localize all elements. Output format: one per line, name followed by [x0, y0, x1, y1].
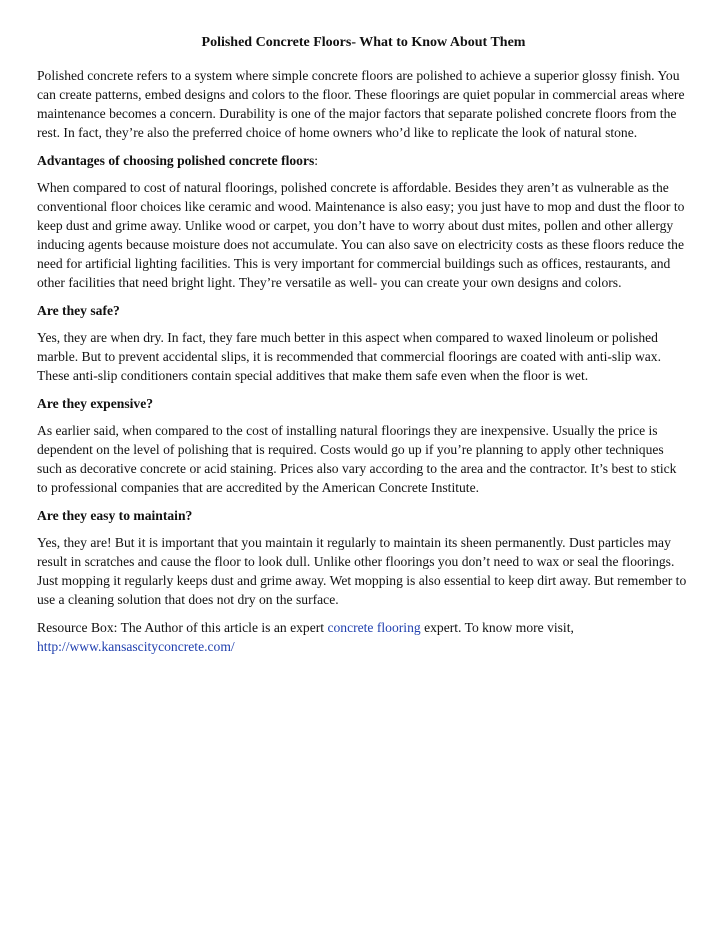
section-heading-text: Advantages of choosing polished concrete floors	[37, 153, 315, 168]
section-heading-expensive: Are they expensive?	[37, 396, 154, 411]
concrete-flooring-link[interactable]: concrete flooring	[327, 620, 421, 635]
section-heading-safe: Are they safe?	[37, 303, 120, 318]
resource-box-middle: expert. To know more visit,	[420, 620, 574, 635]
section-body-safe: Yes, they are when dry. In fact, they fare much better in this aspect when compared to waxed linoleum or polished marble. But to prevent accidental slips, it is recommended that commercial floorings are coated with anti-slip wax. These anti-slip conditioners contain special additives that make them safe even when the floor is wet.	[37, 330, 661, 383]
resource-box	[37, 618, 690, 656]
section-body-maintain: Yes, they are! But it is important that you maintain it regularly to maintain its sheen permanently. Dust particles may result in scratches and cause the floor to look dull. Unlike other floorings you don’t need to wax or seal the floorings. Just mopping it regularly keeps dust and grime away. Wet mopping is also essential to keep dirt away. But remember to use a cleaning solution that does not dry on the surface.	[37, 535, 687, 607]
section-body-advantages: When compared to cost of natural floorings, polished concrete is affordable. Besides they aren’t as vulnerable as the conventional floor choices like ceramic and wood. Maintenance is also easy; you just have to mop and dust the floor to keep dust and grime away. Unlike wood or carpet, you don’t have to worry about dust mites, pollen and other allergy inducing agents because moisture does not accumulate. You can also save on electricity costs as these floors reduce the need for artificial lighting facilities. This is very important for commercial buildings such as offices, restaurants, and other facilities that need bright light. They’re versatile as well- you can create your own designs and colors.	[37, 180, 685, 290]
section-body-expensive: As earlier said, when compared to the cost of installing natural floorings they are inexpensive. Usually the price is dependent on the level of polishing that is required. Costs would go up if you’re planning to apply other techniques such as decorative concrete or acid staining. Prices also vary according to the area and the contractor. It’s best to stick to professional companies that are accredited by the American Concrete Institute.	[37, 423, 677, 495]
resource-box-prefix: Resource Box: The Author of this article is an expert	[37, 620, 328, 635]
section-heading-advantages	[37, 151, 690, 170]
section-heading-colon: :	[314, 153, 319, 168]
section-heading-maintain: Are they easy to maintain?	[37, 508, 193, 523]
intro-paragraph: Polished concrete refers to a system where simple concrete floors are polished to achieve a superior glossy finish. You can create patterns, embed designs and colors to the floor. These floorings are quiet popular in commercial areas where maintenance becomes a concern. Durability is one of the major factors that separate polished concrete floors from the rest. In fact, they’re also the preferred choice of home owners who’d like to replicate the look of natural stone.	[37, 68, 685, 140]
page-title: Polished Concrete Floors- What to Know About Them	[201, 35, 526, 50]
website-link[interactable]: http://www.kansascityconcrete.com/	[37, 639, 235, 654]
